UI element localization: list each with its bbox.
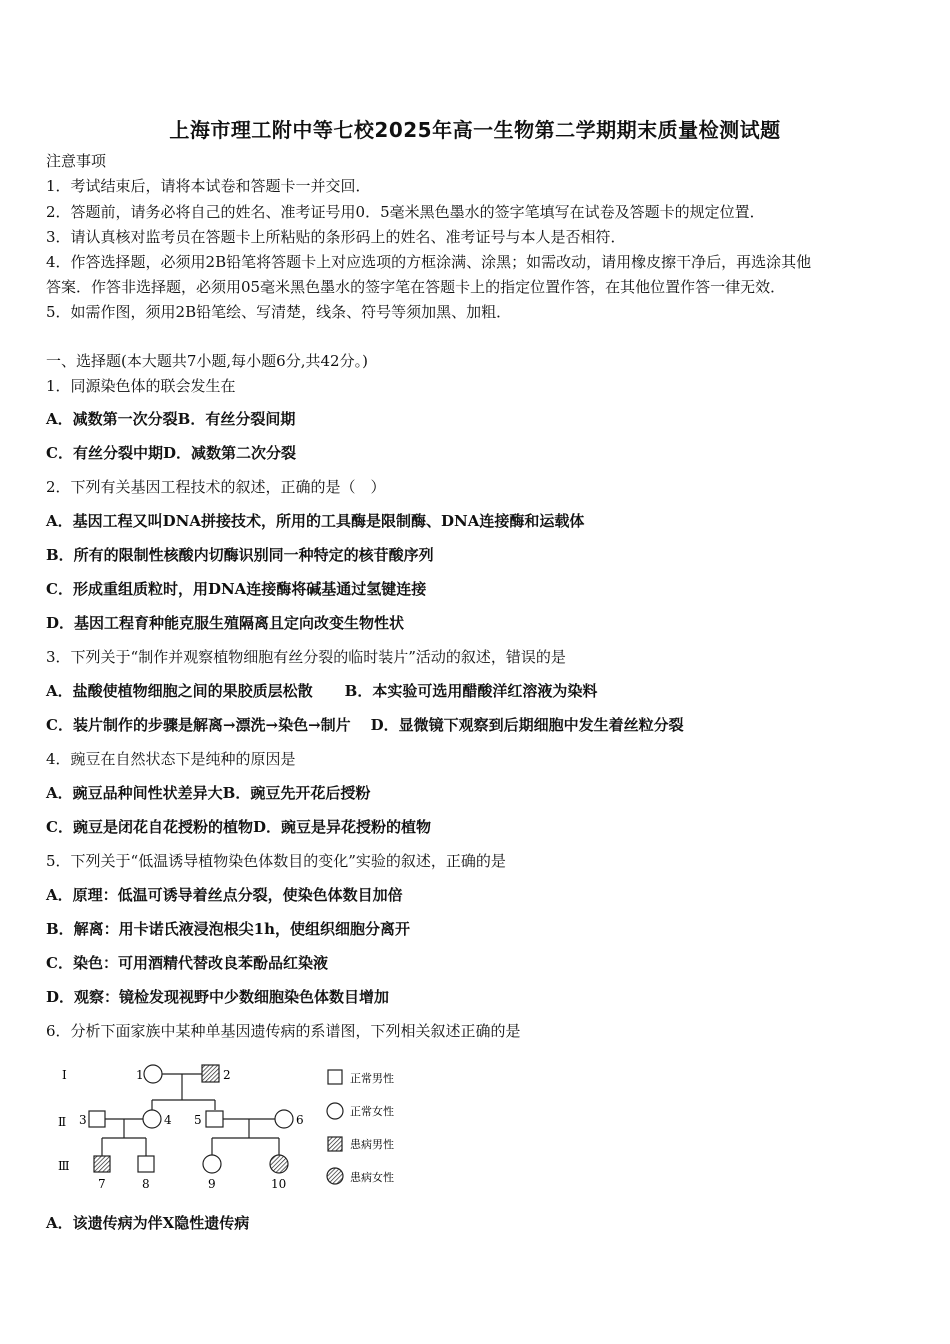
individual-number: 8 [142, 1177, 150, 1191]
option-row [46, 715, 684, 735]
option-d: D．基因工程育种能克服生殖隔离且定向改变生物性状 [46, 614, 405, 632]
notice-item: 1．考试结束后，请将本试卷和答题卡一并交回． [46, 177, 371, 195]
legend-label: 患病女性 [350, 1171, 394, 1184]
option-row [46, 783, 370, 803]
individual-normal-male [206, 1111, 223, 1127]
page-title: 上海市理工附中等七校2025年高一生物第二学期期末质量检测试题 [169, 118, 781, 142]
option-d: D．观察：镜检发现视野中少数细胞染色体数目增加 [46, 988, 390, 1006]
option-c: C．染色：可用酒精代替改良苯酚品红染液 [46, 954, 328, 972]
question-stem: 5．下列关于“低温诱导植物染色体数目的变化”实验的叙述，正确的是 [46, 852, 506, 870]
individual-affected-male [202, 1065, 219, 1082]
option-a: A．该遗传病为伴X隐性遗传病 [46, 1214, 250, 1232]
option-row [46, 681, 597, 701]
option-c: C．形成重组质粒时，用DNA连接酶将碱基通过氢键连接 [46, 580, 427, 598]
pedigree-lines [102, 1074, 279, 1156]
option-b: B．解离：用卡诺氏液浸泡根尖1h，使组织细胞分离开 [46, 920, 411, 938]
individual-normal-female [275, 1110, 293, 1128]
legend-normal-female-symbol [327, 1103, 343, 1119]
generation-label: Ⅰ [62, 1068, 67, 1082]
notice-item: 4．作答选择题，必须用2B铅笔将答题卡上对应选项的方框涂满、涂黑；如需改动，请用橡皮擦干净后，再选涂其他 [46, 253, 812, 271]
option-row [46, 443, 296, 463]
legend-label: 正常男性 [350, 1072, 394, 1085]
individual-normal-female [203, 1155, 221, 1173]
generation-label: Ⅲ [58, 1159, 70, 1173]
option-row [46, 409, 295, 429]
legend-label: 患病男性 [350, 1138, 394, 1151]
legend-normal-male-symbol [328, 1070, 342, 1084]
option-c: C．豌豆是闭花自花授粉的植物 [46, 818, 253, 836]
option-b: B．本实验可选用醋酸洋红溶液为染料 [344, 682, 598, 700]
individual-affected-male [94, 1156, 110, 1172]
notice-item: 答案．作答非选择题，必须用05毫米黑色墨水的签字笔在答题卡上的指定位置作答，在其他位置作答一律无效． [46, 278, 786, 296]
individual-number: 4 [164, 1113, 172, 1127]
question-stem: 3．下列关于“制作并观察植物细胞有丝分裂的临时装片”活动的叙述，错误的是 [46, 648, 566, 666]
option-a: A．基因工程又叫DNA拼接技术，所用的工具酶是限制酶、DNA连接酶和运载体 [46, 512, 585, 530]
question-stem: 6．分析下面家族中某种单基因遗传病的系谱图，下列相关叙述正确的是 [46, 1022, 521, 1040]
pedigree-diagram [46, 1054, 426, 1196]
option-d: D．豌豆是异花授粉的植物 [252, 818, 431, 836]
individual-number: 7 [98, 1177, 106, 1191]
notice-item: 5．如需作图，须用2B铅笔绘、写清楚，线条、符号等须加黑、加粗． [46, 303, 512, 321]
option-c: C．有丝分裂中期 [46, 444, 163, 462]
option-a: A．原理：低温可诱导着丝点分裂，使染色体数目加倍 [46, 886, 403, 904]
individual-affected-female [270, 1155, 288, 1173]
individual-normal-male [89, 1111, 105, 1127]
individual-number: 3 [79, 1113, 87, 1127]
notice-item: 3．请认真核对监考员在答题卡上所粘贴的条形码上的姓名、准考证号与本人是否相符． [46, 228, 626, 246]
question-stem: 1．同源染色体的联会发生在 [46, 377, 236, 395]
legend-affected-male-symbol [328, 1137, 342, 1151]
question-stem: 4．豌豆在自然状态下是纯种的原因是 [46, 750, 296, 768]
individual-number: 5 [194, 1113, 202, 1127]
notice-item: 2．答题前，请务必将自己的姓名、准考证号用0．5毫米黑色墨水的签字笔填写在试卷及答题卡的规定位置． [46, 203, 765, 221]
legend-label: 正常女性 [350, 1105, 394, 1118]
individual-normal-female [143, 1110, 161, 1128]
option-c: C．装片制作的步骤是解离→漂洗→染色→制片 [46, 716, 351, 734]
option-b: B．所有的限制性核酸内切酶识别同一种特定的核苷酸序列 [46, 546, 434, 564]
question-stem: 2．下列有关基因工程技术的叙述，正确的是（ ） [46, 478, 386, 496]
individual-number: 9 [208, 1177, 216, 1191]
option-b: B．有丝分裂间期 [177, 410, 296, 428]
individual-normal-male [138, 1156, 154, 1172]
option-b: B．豌豆先开花后授粉 [222, 784, 371, 802]
section-heading: 一、选择题(本大题共7小题,每小题6分,共42分。) [46, 352, 368, 370]
individual-number: 6 [296, 1113, 304, 1127]
individual-number: 10 [271, 1177, 287, 1191]
notice-heading: 注意事项 [46, 152, 107, 170]
option-a: A．盐酸使植物细胞之间的果胶质层松散 [46, 682, 313, 700]
generation-label: Ⅱ [58, 1115, 67, 1129]
individual-number: 2 [223, 1068, 231, 1082]
option-a: A．减数第一次分裂 [46, 410, 178, 428]
pedigree-legend [327, 1070, 394, 1184]
option-d: D．减数第二次分裂 [162, 444, 296, 462]
individual-normal-female [144, 1065, 162, 1083]
legend-affected-female-symbol [327, 1168, 343, 1184]
option-a: A．豌豆品种间性状差异大 [46, 784, 223, 802]
option-row [46, 817, 431, 837]
option-d: D．显微镜下观察到后期细胞中发生着丝粒分裂 [370, 716, 684, 734]
individual-number: 1 [136, 1068, 144, 1082]
